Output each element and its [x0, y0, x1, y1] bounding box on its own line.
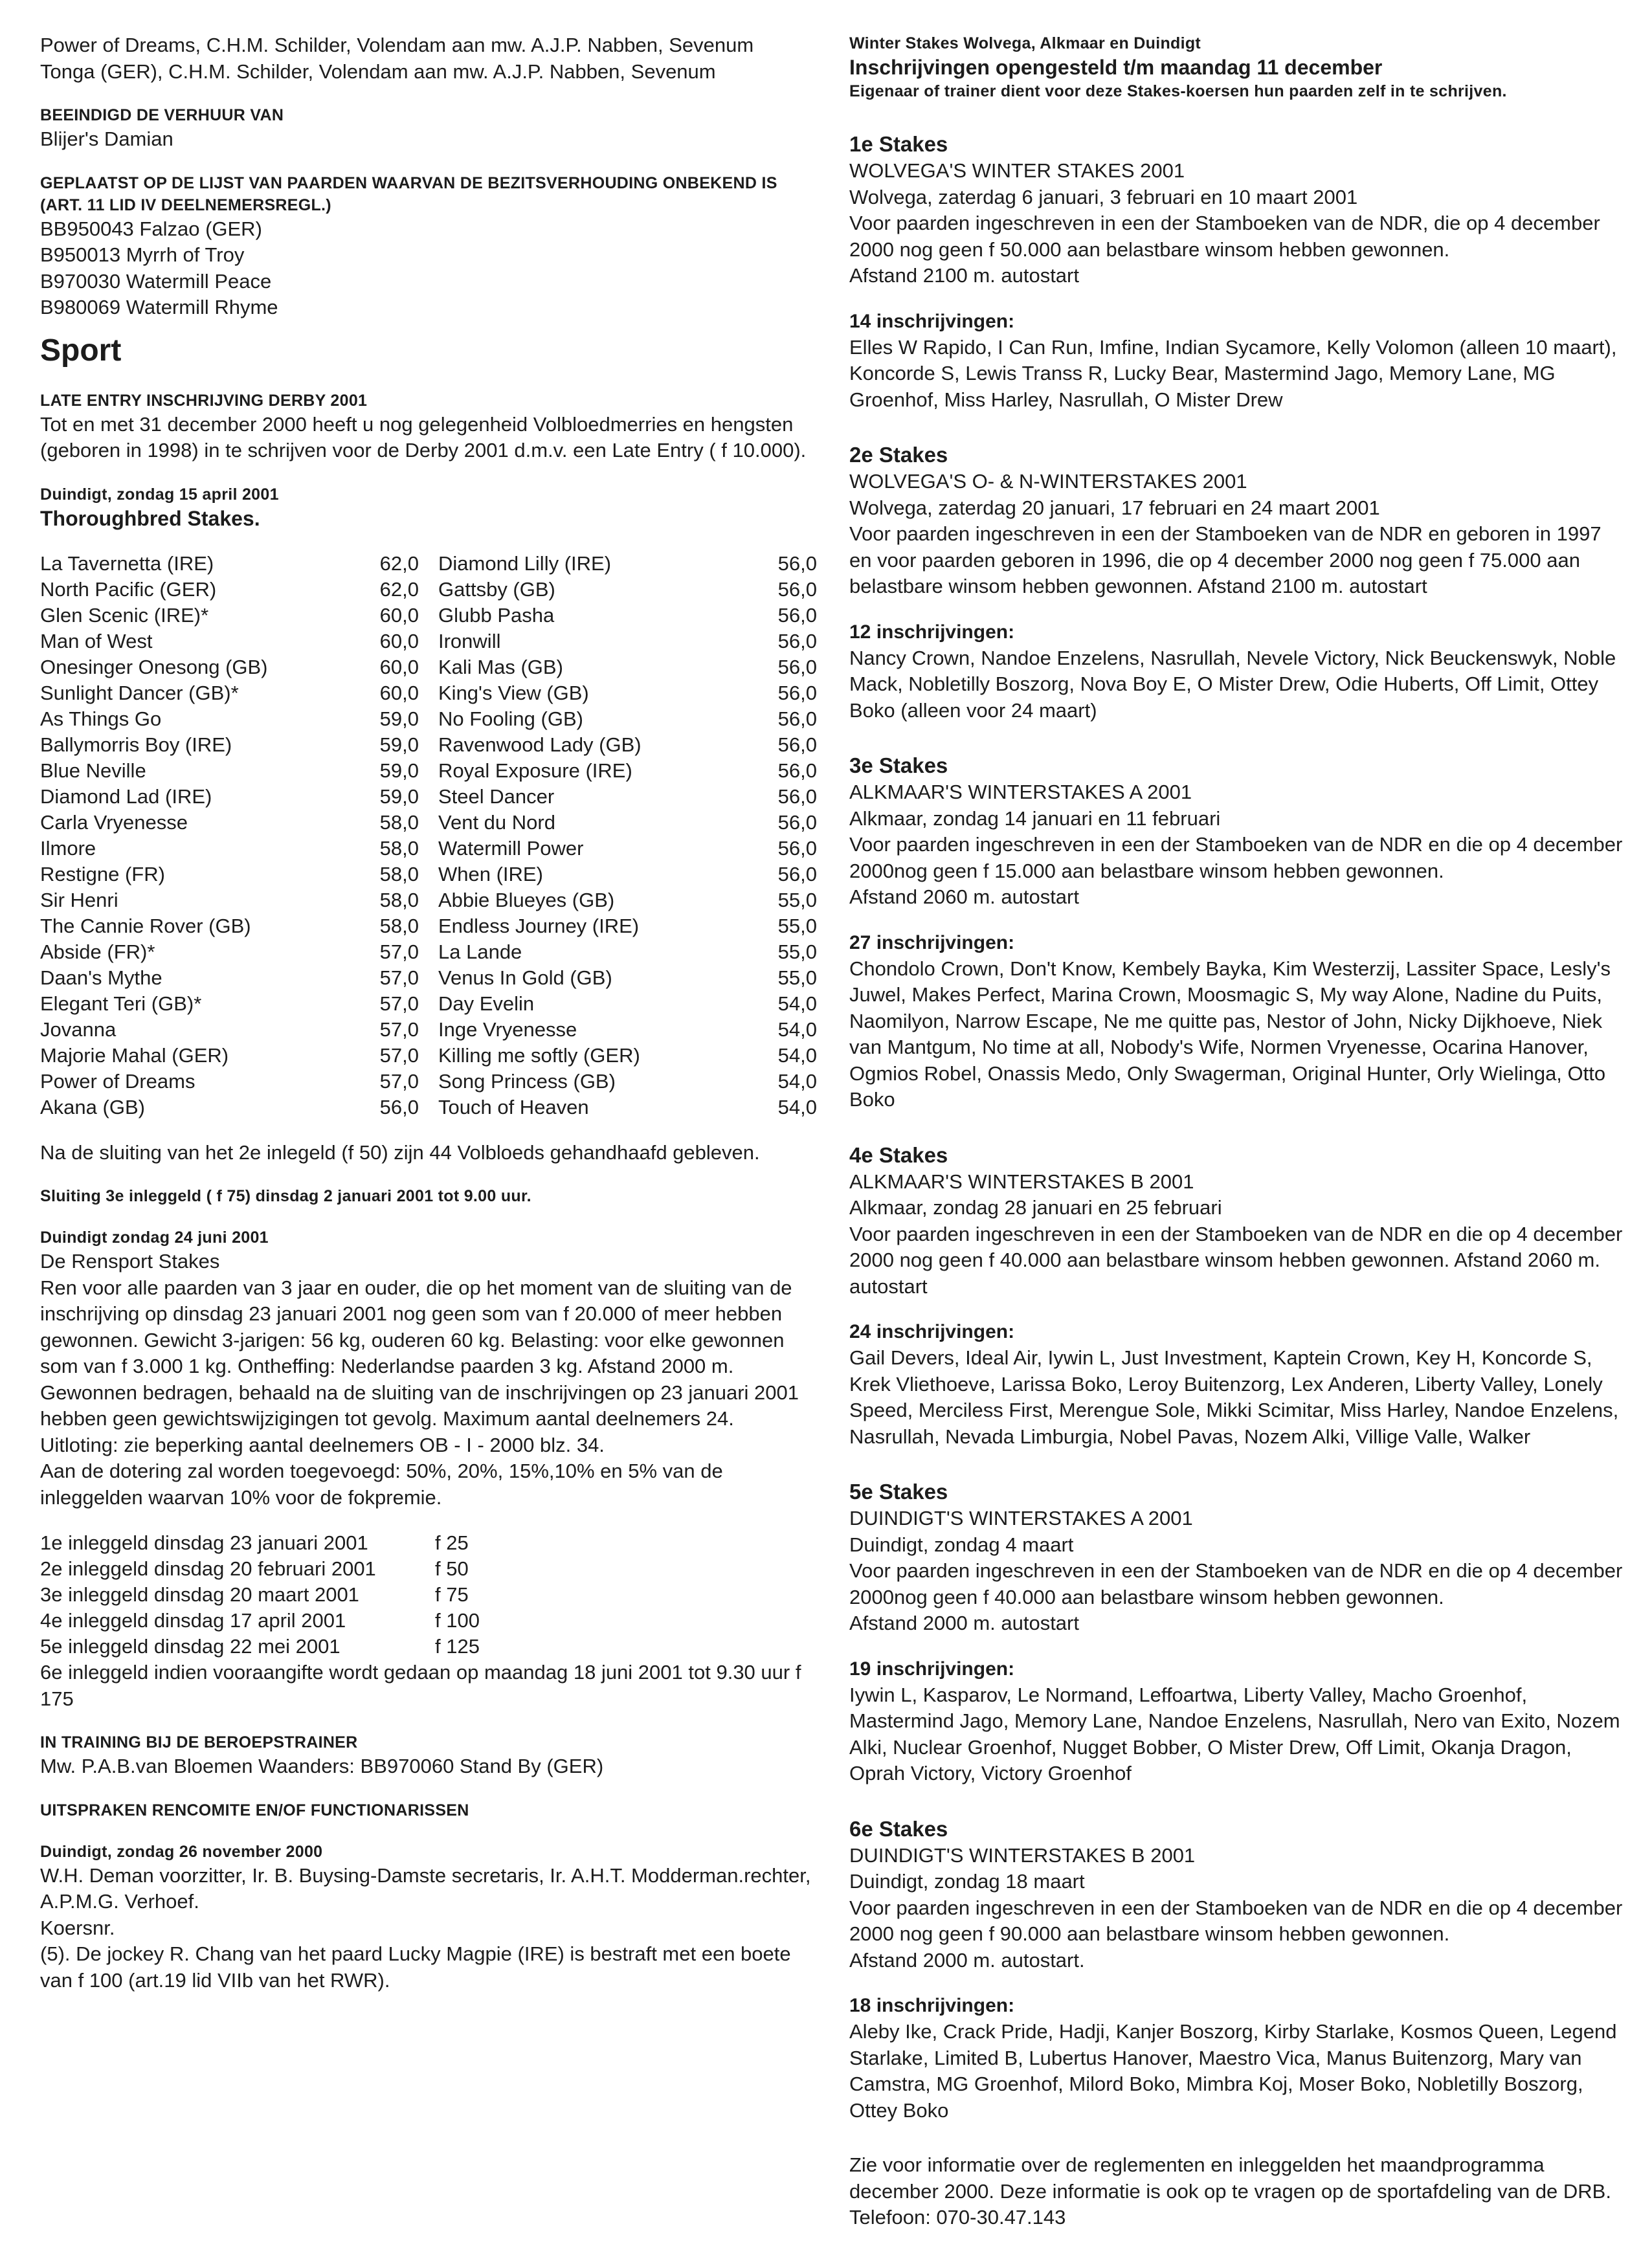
stakes-body — [849, 469, 1626, 600]
horse-weight: 58,0 — [379, 914, 419, 937]
horse-row — [40, 577, 419, 603]
stakes-line: Voor paarden ingeschreven in een der Stamboeken van de NDR en die op 4 december 2000 nog geen f 90.000 aan belastbare winsom hebben gewonnen. — [849, 1896, 1623, 1945]
horse-weight: 59,0 — [379, 759, 419, 782]
horse-list-column-right — [438, 551, 817, 1120]
horse-row — [438, 1017, 817, 1043]
horse-name: Abside (FR)* — [40, 940, 155, 963]
rensport-subheading: Duindigt zondag 24 juni 2001 — [40, 1228, 269, 1247]
horse-name: Daan's Mythe — [40, 966, 162, 989]
stakes-block — [849, 1142, 1626, 1479]
fee-amount: f 25 — [435, 1531, 469, 1554]
horse-name: Majorie Mahal (GER) — [40, 1043, 229, 1067]
stakes-title: 2e Stakes — [849, 443, 948, 467]
winter-header-note: Eigenaar of trainer dient voor deze Stakes-koersen hun paarden zelf in te schrijven. — [849, 82, 1507, 100]
stakes-list — [849, 131, 1626, 2152]
fee-row — [40, 1634, 817, 1660]
fee-row — [40, 1608, 817, 1634]
horse-row — [438, 784, 817, 810]
horse-row — [40, 732, 419, 758]
winter-header-small: Winter Stakes Wolvega, Alkmaar en Duindigt — [849, 34, 1201, 52]
horse-name: Restigne (FR) — [40, 862, 165, 885]
lijst-item: B980069 Watermill Rhyme — [40, 296, 278, 318]
horse-weight: 57,0 — [379, 966, 419, 989]
horse-weight: 60,0 — [379, 629, 419, 652]
sport-title: Sport — [40, 333, 122, 368]
stakes-title: 1e Stakes — [849, 132, 948, 156]
horse-name: Killing me softly (GER) — [438, 1043, 640, 1067]
horse-name: Venus In Gold (GB) — [438, 966, 612, 989]
horse-row — [438, 887, 817, 913]
stakes-entries: Aleby Ike, Crack Pride, Hadji, Kanjer Boszorg, Kirby Starlake, Kosmos Queen, Legend Starlake, Limited B, Lubertus Hanover, Maestro Vica, Manus Buitenzorg, Mary van Camstra, MG Groenhof, Milord Boko, Mimbra Koj, Moser Boko, Nobletilly Boszorg, Ottey Boko — [849, 2020, 1617, 2122]
intro-line: Tonga (GER), C.H.M. Schilder, Volendam aan mw. A.J.P. Nabben, Sevenum — [40, 60, 716, 83]
horse-row — [438, 991, 817, 1017]
fee-row — [40, 1530, 817, 1556]
stakes-block — [849, 131, 1626, 441]
stakes-count: 18 inschrijvingen: — [849, 1995, 1015, 2016]
stakes-count: 12 inschrijvingen: — [849, 621, 1015, 643]
horse-row — [438, 732, 817, 758]
horse-name: King's View (GB) — [438, 681, 589, 704]
stakes-line: Voor paarden ingeschreven in een der Stamboeken van de NDR en geboren in 1997 en voor paarden geboren in 1996, die op 4 december 2000 nog geen f 75.000 aan belastbare winsom hebben gewonnen. Afstand 2100 m. autostart — [849, 522, 1602, 597]
lijst-heading: GEPLAATST OP DE LIJST VAN PAARDEN WAARVAN DE BEZITSVERHOUDING ONBEKEND IS (ART. 11 LID IV DEELNEMERSREGL.) — [40, 173, 777, 214]
stakes-block — [849, 441, 1626, 752]
fee-amount: f 75 — [435, 1583, 469, 1606]
horse-weight: 58,0 — [379, 810, 419, 834]
stakes-entries: Nancy Crown, Nandoe Enzelens, Nasrullah, Nevele Victory, Nick Beuckenswyk, Noble Mack, Nobletilly Boszorg, Nova Boy E, O Mister Drew, Odie Huberts, Off Limit, Ottey Boko (alleen voor 24 maart) — [849, 646, 1616, 722]
horse-name: The Cannie Rover (GB) — [40, 914, 251, 937]
horse-name: Akana (GB) — [40, 1095, 145, 1118]
fee-label: 1e inleggeld dinsdag 23 januari 2001 — [40, 1531, 368, 1554]
horse-name: Sir Henri — [40, 888, 118, 911]
stakes-title: 4e Stakes — [849, 1142, 948, 1167]
stakes-line: Wolvega, zaterdag 6 januari, 3 februari en 10 maart 2001 — [849, 185, 1358, 208]
horse-row — [40, 836, 419, 862]
horse-row — [438, 810, 817, 836]
horse-row — [438, 551, 817, 577]
horse-row — [40, 887, 419, 913]
horse-name: Glen Scenic (IRE)* — [40, 603, 209, 627]
stakes-body — [849, 1506, 1626, 1637]
stakes-count: 24 inschrijvingen: — [849, 1321, 1015, 1342]
thoroughbred-section — [40, 484, 817, 1208]
horse-weight: 57,0 — [379, 1069, 419, 1093]
late-entry-section — [40, 390, 817, 464]
horse-weight: 62,0 — [379, 551, 419, 575]
horse-name: La Tavernetta (IRE) — [40, 551, 214, 575]
horse-row — [438, 965, 817, 991]
winter-header — [849, 32, 1626, 102]
rensport-title: De Rensport Stakes — [40, 1250, 220, 1273]
horse-name: Day Evelin — [438, 992, 535, 1015]
stakes-line: Afstand 2060 m. autostart — [849, 885, 1079, 908]
horse-weight: 58,0 — [379, 862, 419, 885]
horse-weight: 56,0 — [777, 577, 817, 601]
uitspraken-subheading: Duindigt, zondag 26 november 2000 — [40, 1842, 323, 1861]
horse-row — [438, 1095, 817, 1120]
stakes-line: Alkmaar, zondag 14 januari en 11 februari — [849, 806, 1221, 830]
horse-row — [40, 680, 419, 706]
horse-weight: 56,0 — [777, 759, 817, 782]
horse-name: Vent du Nord — [438, 810, 555, 834]
horse-weight: 60,0 — [379, 681, 419, 704]
stakes-body — [849, 779, 1626, 911]
stakes-line: Voor paarden ingeschreven in een der Stamboeken van de NDR en die op 4 december 2000 nog geen f 40.000 aan belastbare winsom hebben gewonnen. Afstand 2060 m. autostart — [849, 1222, 1623, 1298]
horse-list-column-left — [40, 551, 419, 1120]
stakes-line: Wolvega, zaterdag 20 januari, 17 februari en 24 maart 2001 — [849, 496, 1380, 519]
horse-row — [438, 1069, 817, 1095]
horse-name: Ironwill — [438, 629, 501, 652]
stakes-name: DUINDIGT'S WINTERSTAKES A 2001 — [849, 1507, 1193, 1529]
stakes-title: 3e Stakes — [849, 753, 948, 777]
footer-info: Zie voor informatie over de reglementen en inleggelden het maandprogramma december 2000. Deze informatie is ook op te vragen op de sportafdeling van de DRB. Telefoon: 070-30.47.143 — [849, 2153, 1611, 2229]
horse-weight: 56,0 — [777, 733, 817, 756]
fee-label: 4e inleggeld dinsdag 17 april 2001 — [40, 1609, 346, 1632]
horse-row — [40, 654, 419, 680]
sluiting-text: Sluiting 3e inleggeld ( f 75) dinsdag 2 januari 2001 tot 9.00 uur. — [40, 1187, 531, 1205]
horse-name: Gattsby (GB) — [438, 577, 555, 601]
stakes-title: 5e Stakes — [849, 1480, 948, 1504]
winter-header-big: Inschrijvingen opengesteld t/m maandag 11 december — [849, 56, 1383, 79]
horse-weight: 54,0 — [777, 1095, 817, 1118]
stakes-line: Duindigt, zondag 4 maart — [849, 1533, 1074, 1556]
horse-row — [40, 603, 419, 628]
fee-label: 3e inleggeld dinsdag 20 maart 2001 — [40, 1583, 359, 1606]
lijst-item: BB950043 Falzao (GER) — [40, 217, 262, 240]
stakes-body — [849, 158, 1626, 289]
horse-name: Touch of Heaven — [438, 1095, 589, 1118]
horse-name: Blue Neville — [40, 759, 146, 782]
horse-name: Diamond Lilly (IRE) — [438, 551, 612, 575]
fee-label: 2e inleggeld dinsdag 20 februari 2001 — [40, 1557, 376, 1580]
horse-row — [40, 913, 419, 939]
rensport-section — [40, 1227, 817, 1712]
stakes-entries: Gail Devers, Ideal Air, Iywin L, Just Investment, Kaptein Crown, Key H, Koncorde S, Krek Vliethoeve, Larissa Boko, Leroy Buitenzorg, Lex Anderen, Liberty Valley, Lonely Speed, Merciless First, Merengue Sole, Mikki Scimitar, Miss Harley, Nandoe Enzelens, Nasrullah, Nevada Limburgia, Nobel Pavas, Nozem Alki, Villige Valle, Walker — [849, 1346, 1619, 1448]
fee-amount: f 100 — [435, 1609, 480, 1632]
rensport-para: Ren voor alle paarden van 3 jaar en ouder, die op het moment van de sluiting van de inschrijving op dinsdag 23 januari 2001 nog geen som van f 20.000 of meer hebben gewonnen. Gewicht 3-jarigen: 56 kg, ouderen 60 kg. Belasting: voor elke gewonnen som van f 3.000 1 kg. Ontheffing: Nederlandse paarden 3 kg. Afstand 2000 m. — [40, 1276, 792, 1377]
horse-name: Power of Dreams — [40, 1069, 195, 1093]
horse-row — [40, 758, 419, 784]
stakes-line: Afstand 2100 m. autostart — [849, 264, 1079, 287]
horse-weight: 59,0 — [379, 784, 419, 808]
fee-row — [40, 1582, 817, 1608]
verhuur-heading: BEEINDIGD DE VERHUUR VAN — [40, 106, 284, 124]
horse-weight: 57,0 — [379, 1017, 419, 1041]
horse-weight: 56,0 — [777, 603, 817, 627]
horse-name: Endless Journey (IRE) — [438, 914, 640, 937]
horse-name: No Fooling (GB) — [438, 707, 583, 730]
horse-name: Man of West — [40, 629, 153, 652]
thoroughbred-subheading: Duindigt, zondag 15 april 2001 — [40, 485, 279, 504]
stakes-block — [849, 1478, 1626, 1816]
horse-row — [40, 628, 419, 654]
horse-row — [438, 628, 817, 654]
lijst-section — [40, 172, 817, 321]
uitspraken-text: W.H. Deman voorzitter, Ir. B. Buysing-Damste secretaris, Ir. A.H.T. Modderman.rechter, A.P.M.G. Verhoef. — [40, 1863, 811, 1913]
horse-row — [438, 680, 817, 706]
horse-weight: 62,0 — [379, 577, 419, 601]
horse-name: Elegant Teri (GB)* — [40, 992, 202, 1015]
horse-name: Onesinger Onesong (GB) — [40, 655, 268, 678]
horse-weight: 56,0 — [777, 707, 817, 730]
horse-row — [40, 706, 419, 732]
horse-weight: 56,0 — [777, 836, 817, 860]
horse-weight: 56,0 — [777, 655, 817, 678]
horse-row — [40, 784, 419, 810]
horse-weight: 54,0 — [777, 1069, 817, 1093]
horse-name: Ballymorris Boy (IRE) — [40, 733, 232, 756]
horse-name: Royal Exposure (IRE) — [438, 759, 632, 782]
horse-name: North Pacific (GER) — [40, 577, 217, 601]
stakes-line: Voor paarden ingeschreven in een der Stamboeken van de NDR en die op 4 december 2000nog geen f 40.000 aan belastbare winsom hebben gewonnen. — [849, 1559, 1623, 1608]
stakes-name: ALKMAAR'S WINTERSTAKES B 2001 — [849, 1170, 1194, 1193]
stakes-line: Voor paarden ingeschreven in een der Stamboeken van de NDR en die op 4 december 2000nog geen f 15.000 aan belastbare winsom hebben gewonnen. — [849, 833, 1623, 882]
horse-weight: 54,0 — [777, 992, 817, 1015]
fee-row — [40, 1556, 817, 1582]
stakes-name: DUINDIGT'S WINTERSTAKES B 2001 — [849, 1843, 1196, 1867]
horse-row — [438, 862, 817, 887]
horse-weight: 57,0 — [379, 992, 419, 1015]
late-entry-heading: LATE ENTRY INSCHRIJVING DERBY 2001 — [40, 391, 368, 410]
horse-name: Sunlight Dancer (GB)* — [40, 681, 239, 704]
horse-row — [40, 810, 419, 836]
stakes-count: 19 inschrijvingen: — [849, 1658, 1015, 1680]
horse-row — [438, 913, 817, 939]
fee-6: 6e inleggeld indien vooraangifte wordt gedaan op maandag 18 juni 2001 tot 9.30 uur f 175 — [40, 1661, 801, 1710]
horse-row — [40, 991, 419, 1017]
horse-name: Diamond Lad (IRE) — [40, 784, 212, 808]
stakes-entries: Iywin L, Kasparov, Le Normand, Leffoartwa, Liberty Valley, Macho Groenhof, Mastermind Jago, Memory Lane, Nandoe Enzelens, Nasrullah, Nero van Exito, Nozem Alki, Nuclear Groenhof, Nugget Bobber, O Mister Drew, Off Limit, Okanja Dragon, Oprah Victory, Victory Groenhof — [849, 1683, 1620, 1784]
horse-name: Kali Mas (GB) — [438, 655, 563, 678]
stakes-body — [849, 1843, 1626, 1974]
training-text: Mw. P.A.B.van Bloemen Waanders: BB970060 Stand By (GER) — [40, 1755, 604, 1777]
late-entry-text: Tot en met 31 december 2000 heeft u nog gelegenheid Volbloedmerries en hengsten (geboren in 1998) in te schrijven voor de Derby 2001 d.m.v. een Late Entry ( f 10.000). — [40, 412, 807, 461]
horse-row — [438, 654, 817, 680]
horse-name: Song Princess (GB) — [438, 1069, 616, 1093]
horse-weight: 56,0 — [777, 551, 817, 575]
stakes-count: 27 inschrijvingen: — [849, 931, 1015, 953]
stakes-body — [849, 1169, 1626, 1300]
horse-row — [40, 1017, 419, 1043]
horse-weight: 56,0 — [777, 784, 817, 808]
stakes-title: 6e Stakes — [849, 1816, 948, 1841]
horse-row — [438, 706, 817, 732]
horse-weight: 58,0 — [379, 836, 419, 860]
thoroughbred-title: Thoroughbred Stakes. — [40, 506, 260, 530]
right-column — [849, 32, 1626, 2231]
intro-line: Power of Dreams, C.H.M. Schilder, Volendam aan mw. A.J.P. Nabben, Sevenum — [40, 34, 754, 56]
stakes-entries: Elles W Rapido, I Can Run, Imfine, Indian Sycamore, Kelly Volomon (alleen 10 maart), Koncorde S, Lewis Transs R, Lucky Bear, Mastermind Jago, Memory Lane, MG Groenhof, Miss Harley, Nasrullah, O Mister Drew — [849, 335, 1617, 411]
horse-weight: 57,0 — [379, 940, 419, 963]
left-column — [40, 32, 817, 1994]
fee-label: 5e inleggeld dinsdag 22 mei 2001 — [40, 1635, 340, 1658]
horse-name: Abbie Blueyes (GB) — [438, 888, 615, 911]
horse-name: Ravenwood Lady (GB) — [438, 733, 642, 756]
stakes-line: Duindigt, zondag 18 maart — [849, 1870, 1085, 1893]
stakes-name: ALKMAAR'S WINTERSTAKES A 2001 — [849, 781, 1192, 803]
horse-weight: 56,0 — [777, 810, 817, 834]
horse-row — [40, 965, 419, 991]
horse-row — [438, 836, 817, 862]
uitspraken-heading: UITSPRAKEN RENCOMITE EN/OF FUNCTIONARISSEN — [40, 1801, 469, 1819]
horse-name: Glubb Pasha — [438, 603, 555, 627]
lijst-item: B970030 Watermill Peace — [40, 269, 272, 293]
horse-weight: 54,0 — [777, 1043, 817, 1067]
fee-list — [40, 1530, 817, 1660]
horse-row — [438, 939, 817, 965]
stakes-block — [849, 752, 1626, 1142]
training-section — [40, 1731, 817, 1780]
verhuur-item: Blijer's Damian — [40, 128, 173, 150]
stakes-line: Afstand 2000 m. autostart — [849, 1612, 1079, 1634]
horse-row — [438, 1043, 817, 1069]
horse-weight: 57,0 — [379, 1043, 419, 1067]
horse-list — [40, 551, 817, 1120]
intro-lines — [40, 32, 817, 85]
horse-weight: 60,0 — [379, 603, 419, 627]
stakes-name: WOLVEGA'S WINTER STAKES 2001 — [849, 159, 1185, 182]
horse-weight: 55,0 — [777, 914, 817, 937]
horse-name: Carla Vryenesse — [40, 810, 188, 834]
stakes-block — [849, 1816, 1626, 2153]
horse-row — [438, 603, 817, 628]
horse-name: La Lande — [438, 940, 522, 963]
horse-weight: 56,0 — [379, 1095, 419, 1118]
horse-name: Inge Vryenesse — [438, 1017, 577, 1041]
horse-name: Watermill Power — [438, 836, 584, 860]
stakes-line: Afstand 2000 m. autostart. — [849, 1948, 1085, 1972]
horse-weight: 55,0 — [777, 888, 817, 911]
stakes-entries: Chondolo Crown, Don't Know, Kembely Bayka, Kim Westerzij, Lassiter Space, Lesly's Juwel, Makes Perfect, Marina Crown, Moosmagic S, My way Alone, Nadine du Puits, Naomilyon, Narrow Escape, Ne me quitte pas, Nestor of John, Nicky Dijkhoeve, Niek van Mantgum, No time at all, Nobody's Wife, Normen Vryenesse, Ocarina Hanover, Ogmios Robel, Onassis Medo, Only Swagerman, Original Hunter, Orly Wielinga, Otto Boko — [849, 957, 1611, 1111]
horse-weight: 56,0 — [777, 681, 817, 704]
rensport-para: Aan de dotering zal worden toegevoegd: 50%, 20%, 15%,10% en 5% van de inleggelden waarvan 10% voor de fokpremie. — [40, 1460, 723, 1509]
horse-name: Jovanna — [40, 1017, 117, 1041]
horse-weight: 60,0 — [379, 655, 419, 678]
horse-weight: 58,0 — [379, 888, 419, 911]
horse-row — [40, 1095, 419, 1120]
horse-weight: 54,0 — [777, 1017, 817, 1041]
horse-weight: 55,0 — [777, 966, 817, 989]
uitspraken-text: (5). De jockey R. Chang van het paard Lucky Magpie (IRE) is bestraft met een boete van f 100 (art.19 lid VIIb van het RWR). — [40, 1942, 791, 1992]
fee-amount: f 50 — [435, 1557, 469, 1580]
horse-row — [438, 758, 817, 784]
horse-name: Ilmore — [40, 836, 96, 860]
horse-row — [438, 577, 817, 603]
uitspraken-text: Koersnr. — [40, 1916, 115, 1939]
horse-row — [40, 551, 419, 577]
lijst-item: B950013 Myrrh of Troy — [40, 243, 245, 266]
horse-weight: 56,0 — [777, 862, 817, 885]
training-heading: IN TRAINING BIJ DE BEROEPSTRAINER — [40, 1733, 358, 1751]
stakes-name: WOLVEGA'S O- & N-WINTERSTAKES 2001 — [849, 470, 1247, 493]
horse-row — [40, 939, 419, 965]
horse-row — [40, 1043, 419, 1069]
stakes-line: Alkmaar, zondag 28 januari en 25 februari — [849, 1196, 1222, 1219]
fee-amount: f 125 — [435, 1635, 480, 1658]
stakes-count: 14 inschrijvingen: — [849, 310, 1015, 332]
horse-weight: 55,0 — [777, 940, 817, 963]
stakes-line: Voor paarden ingeschreven in een der Stamboeken van de NDR, die op 4 december 2000 nog geen f 50.000 aan belastbare winsom hebben gewonnen. — [849, 212, 1600, 261]
thoroughbred-after-text: Na de sluiting van het 2e inlegeld (f 50) zijn 44 Volbloeds gehandhaafd gebleven. — [40, 1140, 760, 1164]
horse-name: As Things Go — [40, 707, 162, 730]
horse-name: Steel Dancer — [438, 784, 555, 808]
horse-row — [40, 1069, 419, 1095]
verhuur-section — [40, 104, 817, 153]
horse-weight: 56,0 — [777, 629, 817, 652]
horse-row — [40, 862, 419, 887]
uitspraken-section — [40, 1799, 817, 1994]
horse-name: When (IRE) — [438, 862, 543, 885]
horse-weight: 59,0 — [379, 707, 419, 730]
rensport-para: Gewonnen bedragen, behaald na de sluiting van de inschrijvingen op 23 januari 2001 hebben geen gewichtswijzigingen tot gevolg. Maximum aantal deelnemers 24. Uitloting: zie beperking aantal deelnemers OB - I - 2000 blz. 34. — [40, 1381, 799, 1456]
horse-weight: 59,0 — [379, 733, 419, 756]
